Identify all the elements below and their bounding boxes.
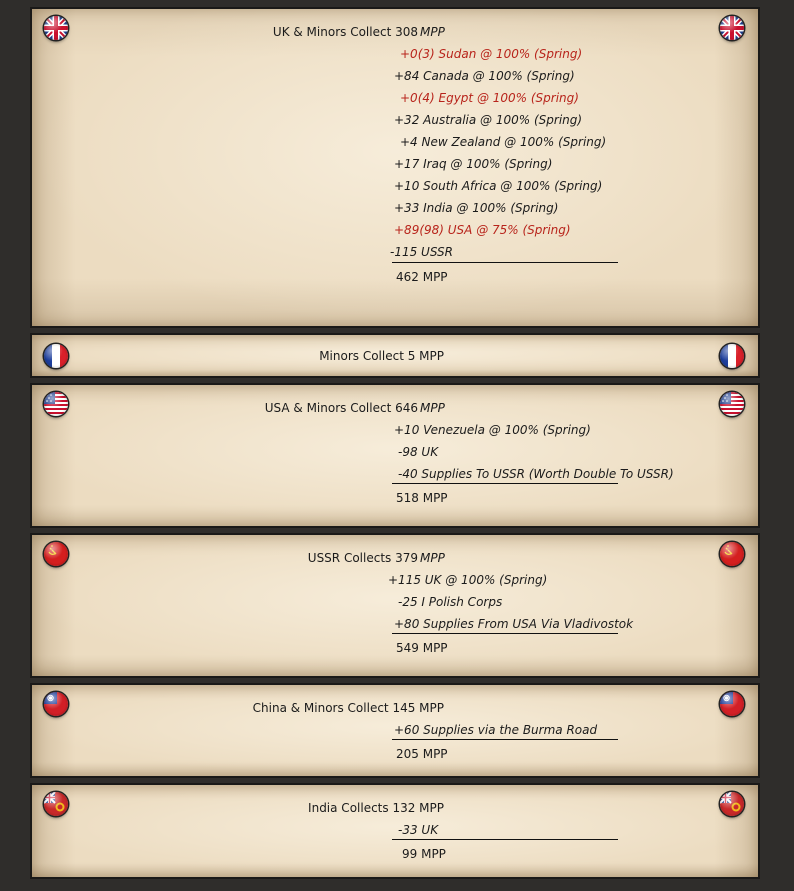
uk-collect-panel	[30, 7, 760, 328]
usa-collect-panel	[30, 383, 760, 528]
usa-flag-icon	[44, 392, 68, 416]
income-item: +32 Australia @ 100% (Spring)	[394, 113, 583, 127]
income-item: +0(3) Sudan @ 100% (Spring)	[400, 47, 583, 61]
total-mpp: 205 MPP	[396, 747, 448, 761]
income-item: +80 Supplies From USA Via Vladivostok	[394, 617, 634, 631]
income-item: +10 Venezuela @ 100% (Spring)	[394, 423, 591, 437]
unit-label: MPP	[420, 401, 445, 415]
china-flag-icon	[44, 692, 68, 716]
income-item: +60 Supplies via the Burma Road	[394, 723, 598, 737]
collect-title: USA & Minors Collect 646	[264, 401, 418, 415]
uk-flag-icon	[44, 16, 68, 40]
income-item: -115 USSR	[390, 245, 453, 259]
sum-divider	[392, 483, 618, 484]
collect-title: Minors Collect 5 MPP	[319, 349, 444, 363]
sum-divider	[392, 839, 618, 840]
collect-title	[273, 24, 418, 40]
income-item: +0(4) Egypt @ 100% (Spring)	[400, 91, 579, 105]
unit-label: MPP	[420, 551, 445, 565]
sum-divider	[392, 633, 618, 634]
france-collect-panel	[30, 333, 760, 378]
income-item: -33 UK	[398, 823, 439, 837]
total-mpp: 99 MPP	[402, 847, 446, 861]
sum-divider	[392, 262, 618, 263]
income-item: +4 New Zealand @ 100% (Spring)	[400, 135, 607, 149]
india-flag-icon	[720, 792, 744, 816]
income-item: +89(98) USA @ 75% (Spring)	[394, 223, 571, 237]
total-mpp: 549 MPP	[396, 641, 448, 655]
income-item: +33 India @ 100% (Spring)	[394, 201, 559, 215]
total-mpp: 462 MPP	[396, 270, 448, 284]
china-collect-panel	[30, 683, 760, 778]
income-item: +115 UK @ 100% (Spring)	[388, 573, 548, 587]
ussr-flag-icon	[720, 542, 744, 566]
collect-title: China & Minors Collect 145 MPP	[252, 701, 444, 715]
collect-amount: UK & Minors Collect 308	[272, 25, 418, 39]
china-flag-icon	[720, 692, 744, 716]
uk-flag-icon	[720, 16, 744, 40]
india-flag-icon	[44, 792, 68, 816]
income-item: -25 I Polish Corps	[398, 595, 503, 609]
total-mpp: 518 MPP	[396, 491, 448, 505]
france-flag-icon	[720, 344, 744, 368]
income-item: -98 UK	[398, 445, 439, 459]
income-item: +17 Iraq @ 100% (Spring)	[394, 157, 553, 171]
ussr-flag-icon	[44, 542, 68, 566]
collect-title: India Collects 132 MPP	[308, 801, 444, 815]
sum-divider	[392, 739, 618, 740]
india-collect-panel	[30, 783, 760, 879]
france-flag-icon	[44, 344, 68, 368]
usa-flag-icon	[720, 392, 744, 416]
unit-label: MPP	[420, 25, 445, 39]
collect-title: USSR Collects 379	[307, 551, 418, 565]
income-item: +84 Canada @ 100% (Spring)	[394, 69, 575, 83]
income-item: -40 Supplies To USSR (Worth Double To USSR)	[398, 467, 674, 481]
income-item: +10 South Africa @ 100% (Spring)	[394, 179, 603, 193]
ussr-collect-panel	[30, 533, 760, 678]
